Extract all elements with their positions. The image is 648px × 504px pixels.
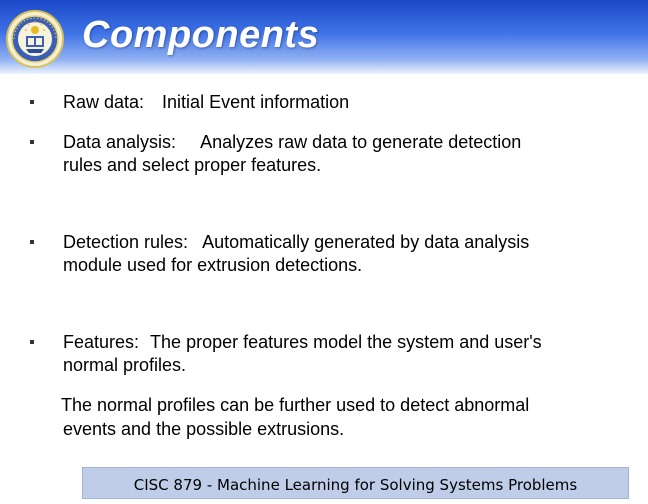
slide-title: Components — [82, 14, 320, 56]
bullet-dot — [30, 100, 34, 104]
summary-line-1: The normal profiles can be further used to detect abnormal — [61, 395, 530, 415]
bullet-term: Features: — [63, 332, 140, 352]
bullet-continuation: rules and select proper features. — [63, 155, 322, 175]
university-crest-icon — [5, 9, 65, 69]
bullet-text — [63, 131, 623, 177]
bullet-dot — [30, 240, 34, 244]
bullet-text — [63, 331, 623, 377]
bullet-term: Data analysis: — [63, 132, 177, 152]
bullet-dot — [30, 140, 34, 144]
bullet-term: Raw data: — [63, 92, 145, 112]
bullet-text — [63, 91, 623, 114]
footer-text: CISC 879 - Machine Learning for Solving Systems Problems — [133, 476, 578, 494]
bullet-term: Detection rules: — [63, 232, 189, 252]
summary-line-2: events and the possible extrusions. — [63, 419, 345, 439]
slide-header — [0, 0, 648, 74]
bullet-description: The proper features model the system and user's — [150, 332, 542, 352]
slide-footer — [82, 467, 629, 499]
bullet-continuation: module used for extrusion detections. — [63, 255, 363, 275]
summary-paragraph — [61, 393, 621, 441]
bullet-description: Analyzes raw data to generate detection — [200, 132, 522, 152]
bullet-description: Initial Event information — [162, 92, 350, 112]
bullet-description: Automatically generated by data analysis — [202, 232, 530, 252]
bullet-text — [63, 231, 623, 277]
bullet-dot — [30, 340, 34, 344]
bullet-continuation: normal profiles. — [63, 355, 187, 375]
